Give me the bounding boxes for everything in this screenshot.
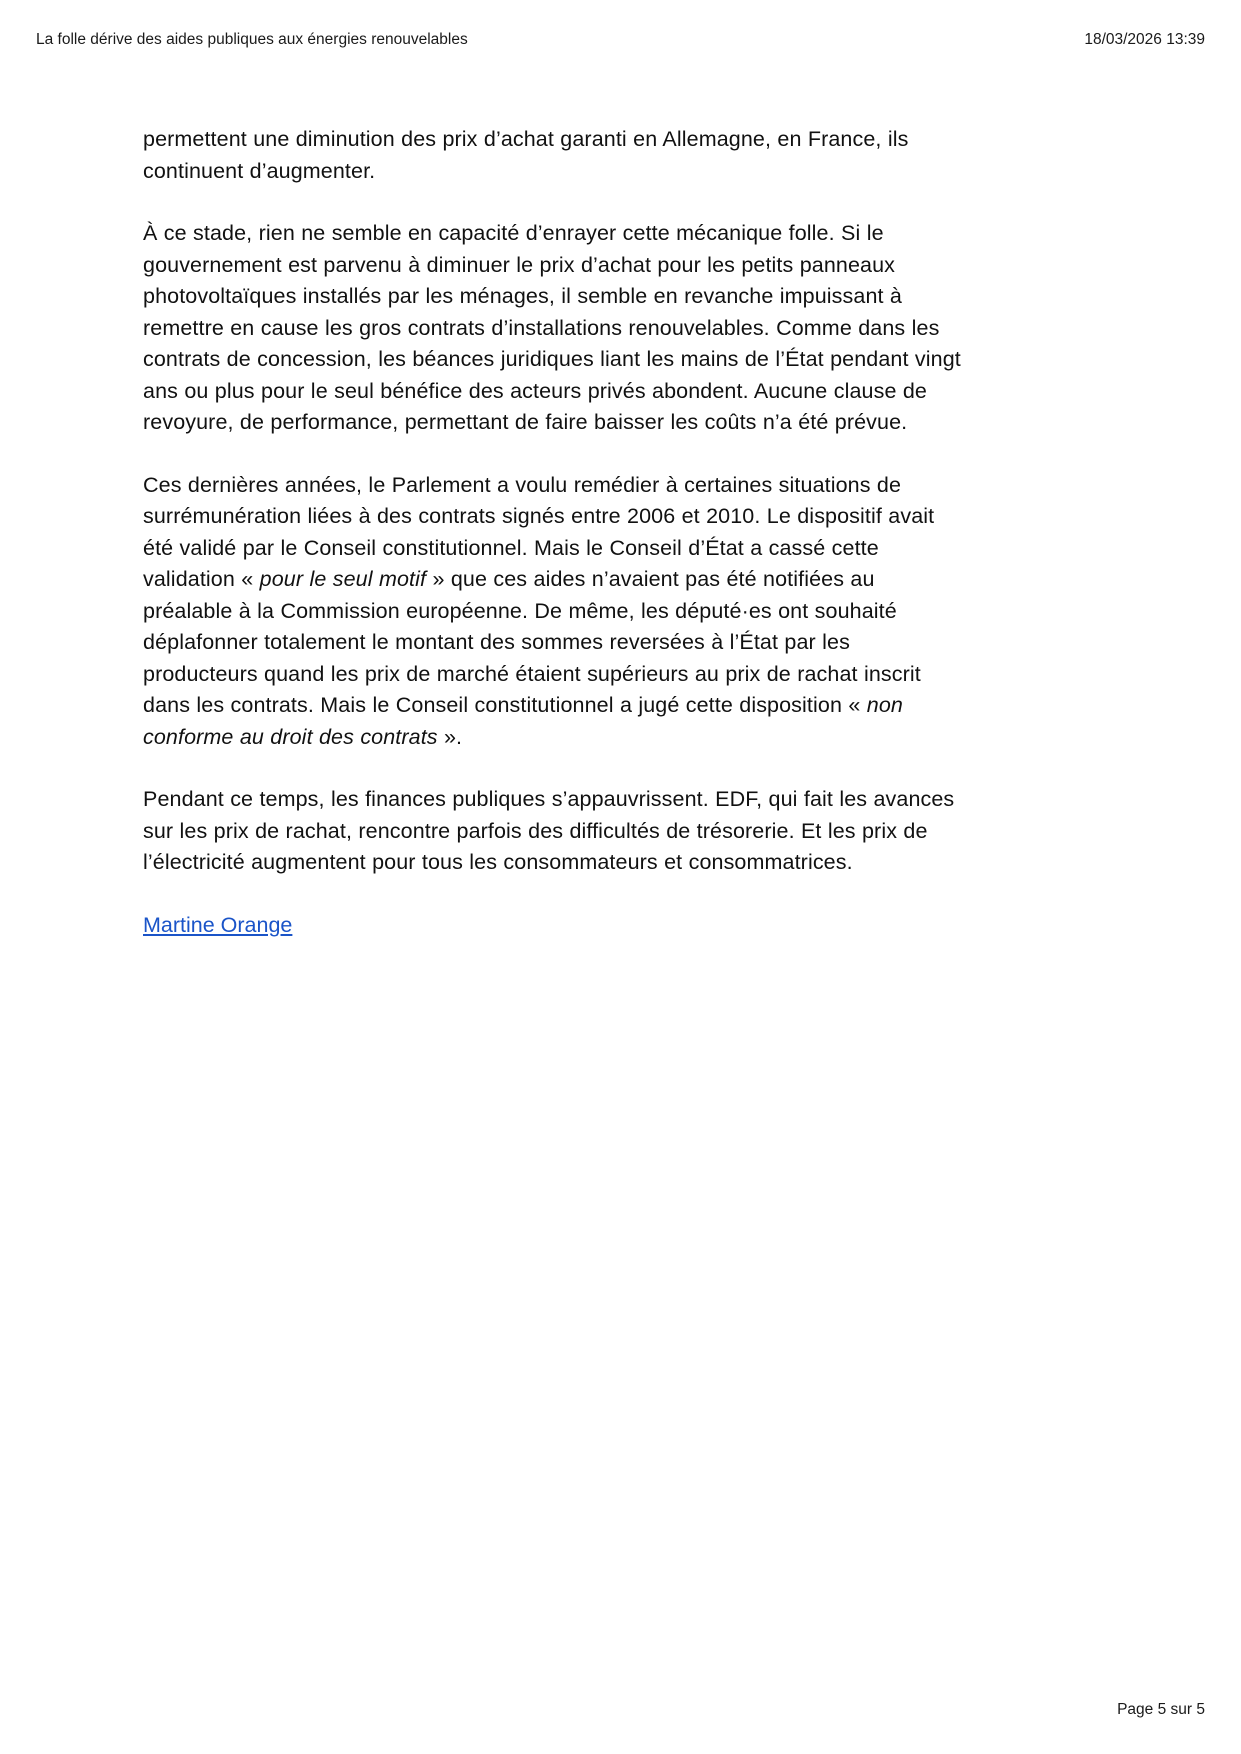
page-number-label: Page 5 sur 5 [1117,1701,1205,1718]
italic-quote: pour le seul motif [259,567,427,591]
author-byline [143,910,963,942]
paragraph-2: À ce stade, rien ne semble en capacité d’enrayer cette mécanique folle. Si le gouvernement est parvenu à diminuer le prix d’achat pour les petits panneaux photovoltaïques installés par les ménages, il semble en revanche impuissant à remettre en cause les gros contrats d’installations renouvelables. Comme dans les contrats de concession, les béances juridiques liant les mains de l’État pendant vingt ans ou plus pour le seul bénéfice des acteurs privés abondent. Aucune clause de revoyure, de performance, permettant de faire baisser les coûts n’a été prévue. [143,221,961,434]
author-link[interactable]: Martine Orange [143,912,293,937]
paragraph-1: permettent une diminution des prix d’achat garanti en Allemagne, en France, ils continuent d’augmenter. [143,127,909,183]
paragraph-4: Pendant ce temps, les finances publiques s’appauvrissent. EDF, qui fait les avances sur les prix de rachat, rencontre parfois des difficultés de trésorerie. Et les prix de l’électricité augmentent pour tous les consommateurs et consommatrices. [143,787,955,874]
header-timestamp: 18/03/2026 13:39 [1084,31,1205,48]
article-body [143,124,963,941]
italic-quote: non conforme au droit des contrats [143,693,903,749]
page-footer [36,1700,1205,1720]
header-document-title: La folle dérive des aides publiques aux énergies renouvelables [36,31,468,48]
page-header [36,30,1205,58]
paragraph-3: Ces dernières années, le Parlement a voulu remédier à certaines situations de surrémunération liées à des contrats signés entre 2006 et 2010. Le dispositif avait été validé par le Conseil constitutionnel. Mais le Conseil d’État a cassé cette validation « pour le seul motif » que ces aides n’avaient pas été notifiées au préalable à la Commission européenne. De même, les député·es ont souhaité déplafonner totalement le montant des sommes reversées à l’État par les producteurs quand les prix de marché étaient supérieurs au prix de rachat inscrit dans les contrats. Mais le Conseil constitutionnel a jugé cette disposition « non conforme au droit des contrats ». [143,472,935,749]
